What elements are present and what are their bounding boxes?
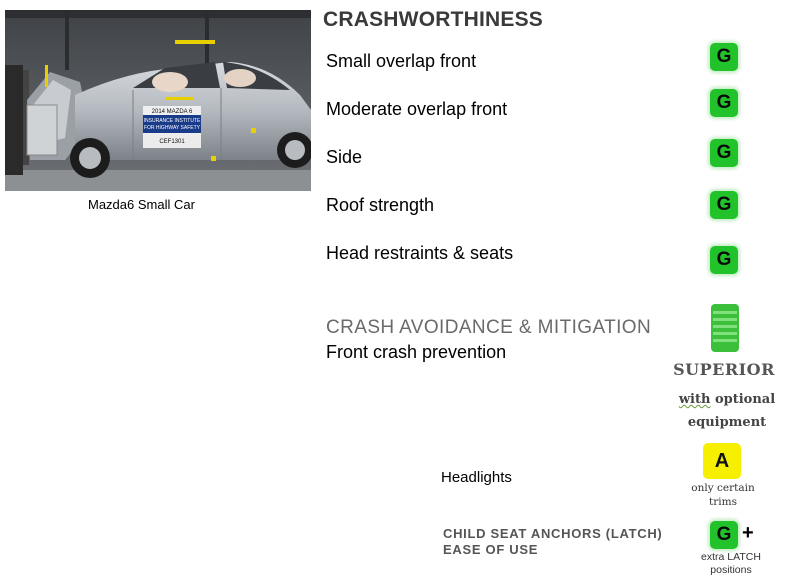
good-plus-rating-badge-latch: G (710, 521, 738, 549)
crashworthiness-title: CRASHWORTHINESS (323, 8, 544, 31)
latch-label (443, 526, 662, 558)
superior-rating-icon (710, 303, 740, 353)
rating-row-label-small-overlap: Small overlap front (326, 51, 477, 71)
good-rating-badge-moderate-overlap: G (710, 89, 738, 117)
latch-note: extra LATCH positions (701, 551, 761, 576)
crash-test-photo (5, 10, 311, 191)
door-text-3: FOR HIGHWAY SAFETY (143, 125, 201, 131)
crash-test-illustration (5, 10, 311, 191)
front-crash-prevention-label: Front crash prevention (326, 342, 507, 362)
latch-label-line2: EASE OF USE (443, 542, 539, 557)
superior-rating-label: SUPERIOR (673, 360, 775, 379)
note-with-word: with (678, 392, 711, 407)
superior-rating-note (672, 388, 782, 434)
good-rating-badge-head-restraints: G (710, 246, 738, 274)
rating-row-label-moderate-overlap: Moderate overlap front (326, 99, 508, 119)
plus-icon: + (742, 522, 754, 544)
good-rating-badge-roof: G (710, 191, 738, 219)
note-equipment-word: equipment (687, 415, 767, 430)
door-text-4: CEF1301 (159, 139, 185, 145)
avoidance-title: CRASH AVOIDANCE & MITIGATION (326, 317, 652, 338)
door-text-2: INSURANCE INSTITUTE (143, 118, 201, 124)
photo-caption: Mazda6 Small Car (88, 197, 195, 212)
rating-row-label-roof: Roof strength (326, 195, 435, 215)
rating-row-label-head-restraints: Head restraints & seats (326, 243, 514, 263)
acceptable-rating-badge-headlights (703, 443, 741, 479)
door-text-1: 2014 MAZDA 6 (151, 109, 193, 115)
latch-label-line1: CHILD SEAT ANCHORS (LATCH) (443, 526, 663, 541)
note-optional-word: optional (710, 392, 776, 407)
good-rating-badge-small-overlap: G (710, 43, 738, 71)
good-rating-badge-side: G (710, 139, 738, 167)
headlights-note: only certain trims (691, 482, 755, 508)
headlights-rating-letter: A (714, 449, 730, 472)
headlights-label: Headlights (441, 469, 512, 486)
rating-row-label-side: Side (326, 147, 363, 167)
